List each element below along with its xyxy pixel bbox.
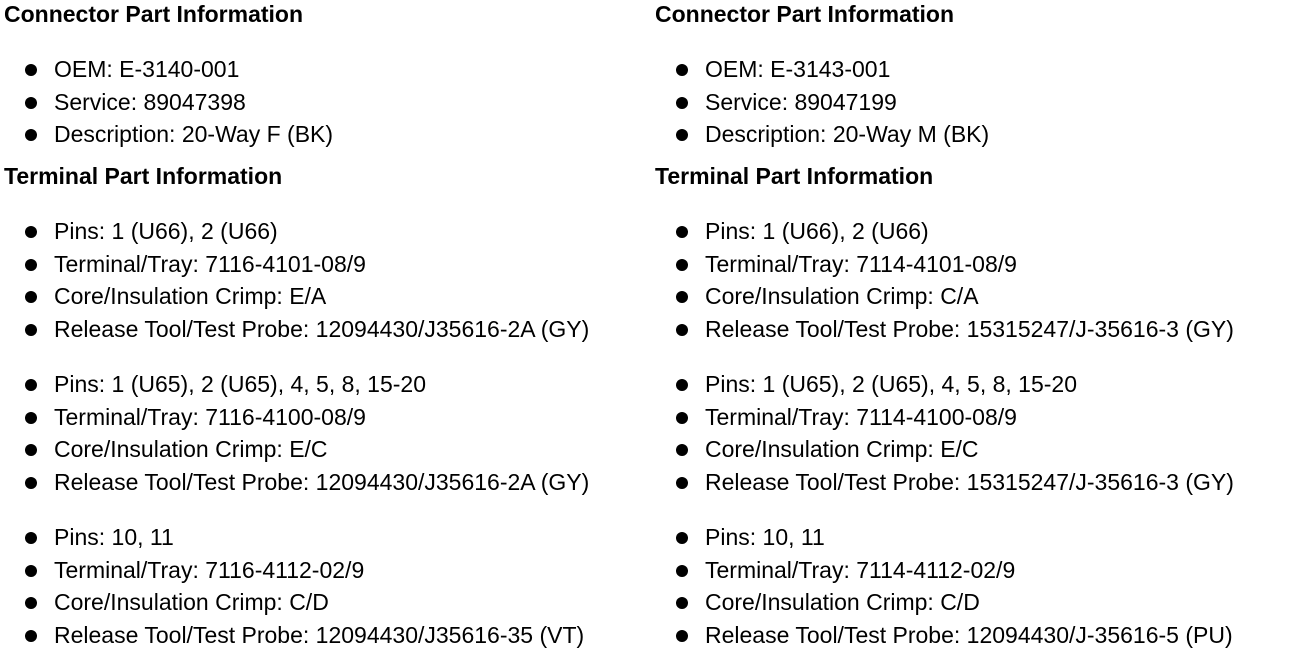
bullet-icon bbox=[676, 565, 688, 577]
bullet-icon bbox=[25, 477, 37, 489]
list-item bbox=[4, 248, 589, 281]
list-item bbox=[4, 86, 333, 119]
terminal-group-1 bbox=[4, 215, 589, 346]
connector-service: Service: 89047199 bbox=[705, 88, 897, 115]
terminal-group-2 bbox=[655, 368, 1234, 499]
list-item bbox=[655, 619, 1233, 652]
terminal-crimp: Core/Insulation Crimp: C/A bbox=[705, 283, 979, 310]
terminal-tray: Terminal/Tray: 7114-4100-08/9 bbox=[705, 403, 1017, 430]
bullet-icon bbox=[676, 97, 688, 109]
list-item bbox=[655, 401, 1234, 434]
list-item bbox=[655, 86, 989, 119]
bullet-icon bbox=[25, 129, 37, 141]
list-item bbox=[655, 554, 1233, 587]
connector-service: Service: 89047398 bbox=[54, 88, 246, 115]
bullet-icon bbox=[25, 597, 37, 609]
terminal-part-heading: Terminal Part Information bbox=[4, 163, 283, 189]
connector-oem: OEM: E-3140-001 bbox=[54, 56, 240, 82]
list-item bbox=[4, 313, 589, 346]
bullet-icon bbox=[676, 64, 688, 76]
list-item bbox=[655, 313, 1234, 346]
terminal-release-tool: Release Tool/Test Probe: 12094430/J35616-2A (GY) bbox=[54, 469, 590, 496]
bullet-icon bbox=[25, 226, 37, 238]
terminal-tray: Terminal/Tray: 7116-4100-08/9 bbox=[54, 403, 366, 430]
terminal-tray: Terminal/Tray: 7116-4112-02/9 bbox=[54, 556, 365, 583]
terminal-tray: Terminal/Tray: 7114-4112-02/9 bbox=[705, 556, 1016, 583]
terminal-tray: Terminal/Tray: 7116-4101-08/9 bbox=[54, 250, 366, 277]
list-item bbox=[4, 466, 589, 499]
bullet-icon bbox=[25, 630, 37, 642]
list-item bbox=[655, 215, 1234, 248]
list-item bbox=[655, 280, 1234, 313]
terminal-pins: Pins: 1 (U65), 2 (U65), 4, 5, 8, 15-20 bbox=[705, 371, 1078, 397]
terminal-crimp: Core/Insulation Crimp: E/C bbox=[54, 436, 328, 463]
bullet-icon bbox=[676, 324, 688, 336]
list-item bbox=[4, 586, 584, 619]
terminal-tray: Terminal/Tray: 7114-4101-08/9 bbox=[705, 250, 1017, 277]
terminal-group-3 bbox=[4, 521, 584, 652]
bullet-icon bbox=[25, 412, 37, 424]
bullet-icon bbox=[676, 477, 688, 489]
bullet-icon bbox=[25, 64, 37, 76]
terminal-group-3 bbox=[655, 521, 1233, 652]
list-item bbox=[655, 248, 1234, 281]
bullet-icon bbox=[25, 379, 37, 391]
bullet-icon bbox=[25, 565, 37, 577]
list-item bbox=[4, 368, 589, 401]
list-item bbox=[4, 280, 589, 313]
terminal-release-tool: Release Tool/Test Probe: 12094430/J-35616-5 (PU) bbox=[705, 622, 1233, 649]
bullet-icon bbox=[676, 412, 688, 424]
connector-part-heading: Connector Part Information bbox=[655, 1, 955, 27]
terminal-release-tool: Release Tool/Test Probe: 15315247/J-35616-3 (GY) bbox=[705, 316, 1234, 343]
terminal-release-tool: Release Tool/Test Probe: 15315247/J-35616-3 (GY) bbox=[705, 469, 1234, 496]
bullet-icon bbox=[676, 129, 688, 141]
bullet-icon bbox=[25, 444, 37, 456]
connector-description: Description: 20-Way M (BK) bbox=[705, 121, 990, 148]
terminal-crimp: Core/Insulation Crimp: E/A bbox=[54, 283, 327, 310]
list-item bbox=[655, 586, 1233, 619]
list-item bbox=[4, 215, 589, 248]
bullet-icon bbox=[676, 379, 688, 391]
bullet-icon bbox=[676, 630, 688, 642]
terminal-crimp: Core/Insulation Crimp: C/D bbox=[705, 589, 980, 616]
bullet-icon bbox=[676, 291, 688, 303]
terminal-group-2 bbox=[4, 368, 589, 499]
bullet-icon bbox=[676, 597, 688, 609]
terminal-release-tool: Release Tool/Test Probe: 12094430/J35616-2A (GY) bbox=[54, 316, 590, 343]
terminal-group-1 bbox=[655, 215, 1234, 346]
connector-part-list bbox=[4, 53, 333, 151]
terminal-crimp: Core/Insulation Crimp: C/D bbox=[54, 589, 329, 616]
connector-description: Description: 20-Way F (BK) bbox=[54, 121, 334, 148]
connector-part-heading: Connector Part Information bbox=[4, 1, 304, 27]
terminal-pins: Pins: 10, 11 bbox=[54, 524, 174, 550]
bullet-icon bbox=[676, 532, 688, 544]
list-item bbox=[655, 368, 1234, 401]
terminal-pins: Pins: 1 (U65), 2 (U65), 4, 5, 8, 15-20 bbox=[54, 371, 427, 397]
bullet-icon bbox=[676, 444, 688, 456]
list-item bbox=[655, 118, 989, 151]
list-item bbox=[655, 433, 1234, 466]
bullet-icon bbox=[676, 259, 688, 271]
list-item bbox=[655, 53, 989, 86]
connector-oem: OEM: E-3143-001 bbox=[705, 56, 891, 82]
list-item bbox=[655, 521, 1233, 554]
connector-part-list bbox=[655, 53, 989, 151]
list-item bbox=[4, 619, 584, 652]
list-item bbox=[4, 53, 333, 86]
terminal-release-tool: Release Tool/Test Probe: 12094430/J35616-35 (VT) bbox=[54, 622, 585, 649]
terminal-pins: Pins: 1 (U66), 2 (U66) bbox=[705, 218, 929, 244]
terminal-pins: Pins: 1 (U66), 2 (U66) bbox=[54, 218, 278, 244]
bullet-icon bbox=[25, 97, 37, 109]
list-item bbox=[4, 521, 584, 554]
list-item bbox=[4, 118, 333, 151]
list-item bbox=[4, 401, 589, 434]
bullet-icon bbox=[676, 226, 688, 238]
list-item bbox=[4, 433, 589, 466]
terminal-crimp: Core/Insulation Crimp: E/C bbox=[705, 436, 979, 463]
list-item bbox=[4, 554, 584, 587]
bullet-icon bbox=[25, 532, 37, 544]
terminal-part-heading: Terminal Part Information bbox=[655, 163, 934, 189]
bullet-icon bbox=[25, 324, 37, 336]
bullet-icon bbox=[25, 291, 37, 303]
bullet-icon bbox=[25, 259, 37, 271]
terminal-pins: Pins: 10, 11 bbox=[705, 524, 825, 550]
list-item bbox=[655, 466, 1234, 499]
